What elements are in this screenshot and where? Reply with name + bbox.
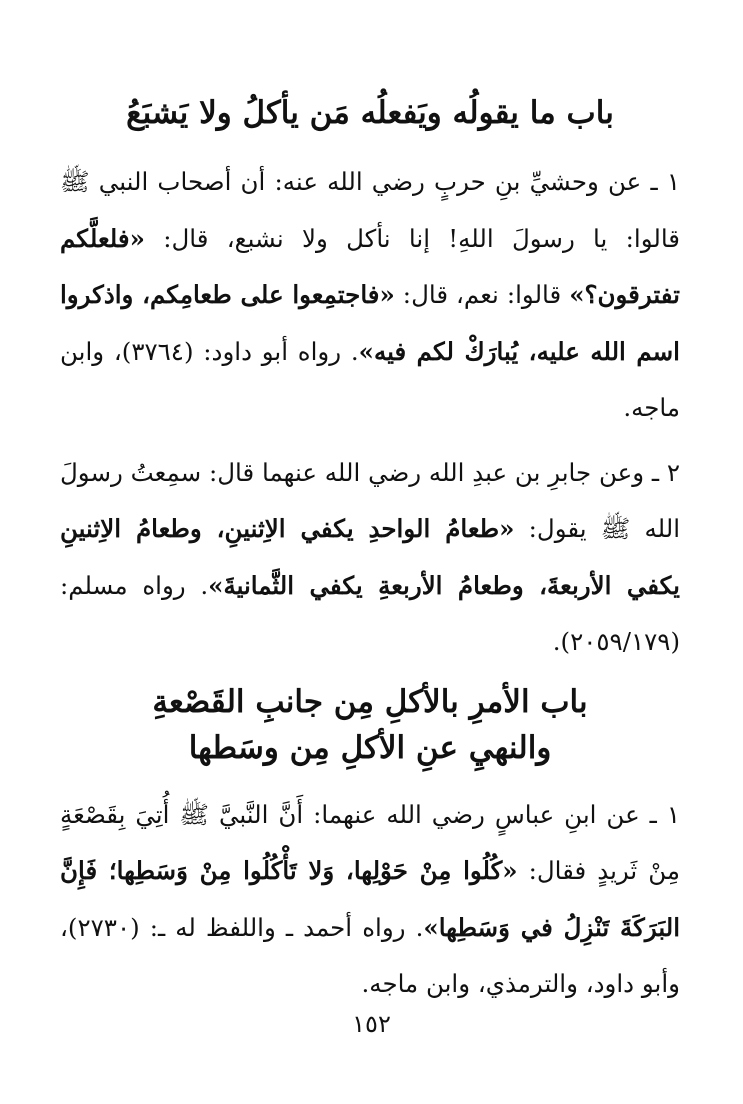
hadith-number: ١: [666, 799, 680, 829]
section-title-line: باب الأمرِ بالأكلِ مِن جانبِ القَصْعةِ: [152, 683, 588, 720]
hadith-paragraph: [60, 445, 680, 671]
page-number: ١٥٢: [352, 1010, 391, 1038]
hadith-source: . رواه أحمد ـ واللفظ له ـ: (٢٧٣٠)، وأبو داود، والترمذي، وابن ماجه.: [60, 912, 680, 998]
hadith-paragraph: [60, 787, 680, 1013]
prophetic-quote: «فاجتمِعوا على طعامِكم، واذكروا اسم الله عليه، يُبارَكْ لكم فيه»: [60, 280, 680, 366]
hadith-number: ١: [666, 167, 680, 196]
section-title-block: [60, 679, 680, 771]
section-title: باب ما يقولُه ويَفعلُه مَن يأكلُ ولا يَشبَعُ: [126, 95, 614, 131]
hadith-paragraph: [60, 154, 680, 437]
book-page: [60, 90, 680, 1050]
hadith-text: أَنَّ النَّبيَّ ﷺ أُتِيَ بِقَصْعَةٍ مِنْ ثَريدٍ: [60, 799, 681, 885]
hadith-text: فقال:: [517, 856, 598, 885]
hadith-text: ـ عن وحشيِّ بنِ حربٍ رضي الله عنه: أن أصحاب النبي ﷺ قالوا: يا رسولَ اللهِ! إنا نأكل ولا نشبع، قال:: [60, 167, 680, 253]
prophetic-quote: «فلعلَّكم تفترقون؟»: [60, 223, 681, 309]
hadith-source: . رواه أبو داود: (٣٧٦٤)، وابن ماجه.: [60, 336, 680, 422]
hadith-number: ٢: [666, 457, 681, 487]
hadith-text: ـ عن ابنِ عباسٍ رضي الله عنهما:: [303, 799, 657, 829]
section-title-line: والنهيِ عنِ الأكلِ مِن وسَطها: [188, 729, 552, 766]
hadith-source: . رواه مسلم: (٢٠٥٩/١٧٩).: [60, 570, 680, 656]
prophetic-quote: «كُلُوا مِنْ حَوْلِها، وَلا تَأْكُلُوا مِنْ وَسَطِها؛ فَإِنَّ البَرَكَةَ تَنْزِلُ في وَسَطِها»: [60, 856, 681, 942]
hadith-text: ـ وعن جابرِ بن عبدِ الله رضي الله عنهما قال: سمِعتُ رسولَ الله ﷺ يقول:: [60, 457, 681, 543]
hadith-text: قالوا: نعم، قال:: [394, 280, 570, 309]
prophetic-quote: «طعامُ الواحدِ يكفي الاِثنينِ، وطعامُ الاِثنينِ يكفي الأربعةَ، وطعامُ الأربعةِ يكفي الثَّمانيةَ»: [60, 514, 680, 600]
